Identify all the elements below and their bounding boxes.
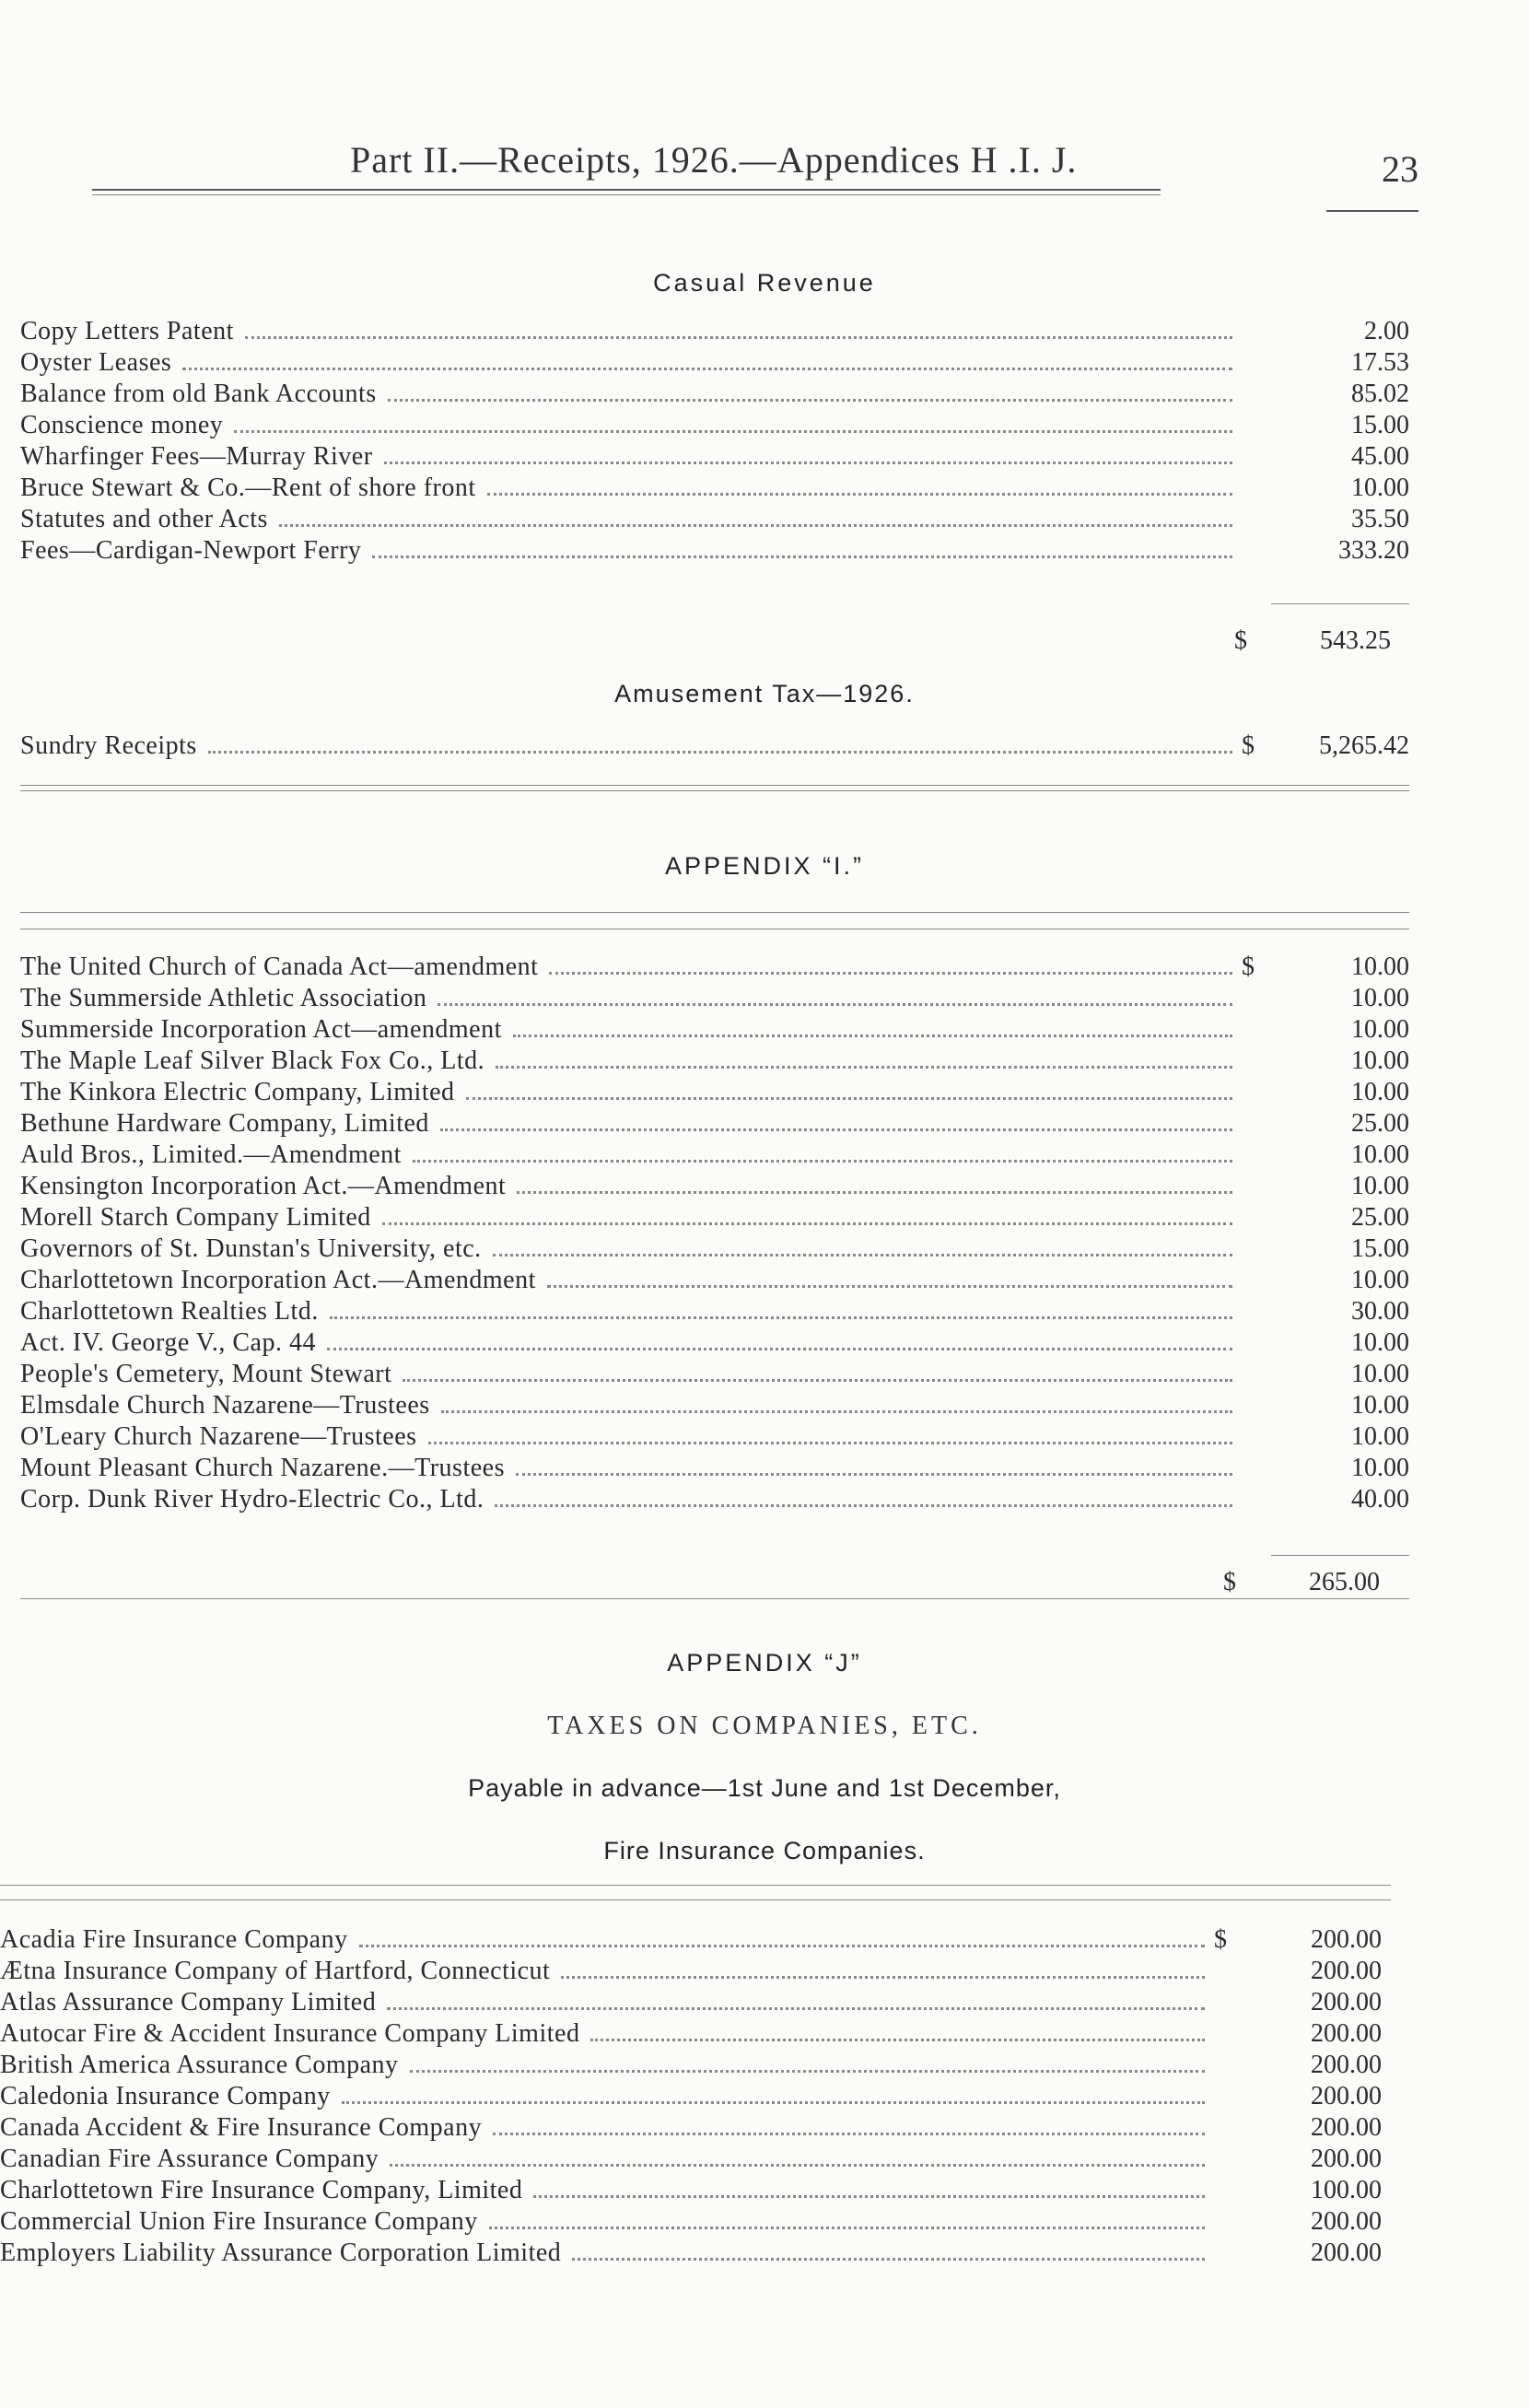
leader-dots [327, 1348, 1232, 1350]
item-label: Charlottetown Realties Ltd. [20, 1297, 319, 1326]
list-item [0, 2143, 1382, 2174]
leader-dots [487, 493, 1232, 496]
item-label: Balance from old Bank Accounts [20, 380, 377, 408]
list-item [20, 409, 1409, 440]
page-number-rule [1326, 210, 1418, 212]
item-label: Summerside Incorporation Act—amendment [20, 1015, 502, 1044]
leader-dots [342, 2101, 1205, 2104]
list-item [20, 1107, 1409, 1139]
casual-revenue-list [20, 315, 1409, 566]
list-item [20, 315, 1409, 346]
item-label: The Summerside Athletic Association [20, 984, 427, 1012]
item-amount: 100.00 [1311, 2176, 1382, 2204]
list-item [20, 1045, 1409, 1076]
appendix-j-heading: APPENDIX “J” [667, 1649, 862, 1677]
leader-dots [495, 1504, 1232, 1507]
item-label: Oyster Leases [20, 348, 172, 377]
list-item [0, 2017, 1382, 2049]
item-amount: 200.00 [1311, 2113, 1382, 2142]
item-amount: 35.50 [1351, 505, 1409, 533]
item-label: The Maple Leaf Silver Black Fox Co., Ltd. [20, 1046, 485, 1075]
item-label: Kensington Incorporation Act.—Amendment [20, 1172, 507, 1200]
amusement-tax-heading: Amusement Tax—1926. [614, 680, 915, 707]
list-item [20, 1201, 1409, 1233]
item-amount: 15.00 [1351, 1234, 1409, 1263]
page-header [92, 138, 1418, 193]
appendix-i-total [1223, 1568, 1380, 1597]
leader-dots [372, 555, 1232, 558]
leader-dots [382, 1222, 1232, 1225]
list-item [0, 2174, 1382, 2205]
item-amount: 10.00 [1351, 984, 1409, 1012]
item-amount: 200.00 [1311, 1957, 1382, 1985]
list-item [20, 472, 1409, 503]
list-item [20, 346, 1409, 378]
item-label: The United Church of Canada Act—amendment [20, 953, 539, 981]
casual-revenue-heading: Casual Revenue [653, 269, 876, 297]
appendix-i-total-symbol: $ [1223, 1568, 1236, 1596]
list-item [20, 1170, 1409, 1201]
item-amount: 17.53 [1351, 348, 1409, 377]
leader-dots [561, 1976, 1205, 1979]
list-item [20, 1295, 1409, 1327]
item-label: Charlottetown Incorporation Act.—Amendment [20, 1266, 536, 1294]
item-amount: 200.00 [1311, 2019, 1382, 2048]
list-item [20, 1389, 1409, 1420]
casual-revenue-sum-rule [1271, 603, 1409, 604]
appendix-j-category: Fire Insurance Companies. [603, 1837, 926, 1864]
leader-dots [403, 1379, 1232, 1382]
amusement-tax-symbol: $ [1242, 731, 1255, 760]
list-item [20, 951, 1409, 982]
appendix-j-payable-note: Payable in advance—1st June and 1st December, [468, 1774, 1061, 1802]
leader-dots [388, 399, 1232, 402]
item-amount: 10.00 [1351, 1422, 1409, 1451]
leader-dots [441, 1410, 1232, 1413]
list-item [20, 1327, 1409, 1358]
amusement-tax-amount: 5,265.42 [1319, 731, 1409, 760]
list-item [20, 378, 1409, 409]
item-amount: 333.20 [1338, 536, 1409, 565]
leader-dots [208, 751, 1232, 754]
leader-dots [413, 1160, 1232, 1163]
leader-dots [549, 972, 1232, 975]
leader-dots [384, 462, 1232, 464]
leader-dots [517, 1191, 1232, 1194]
list-item [0, 2049, 1382, 2080]
item-label: Canadian Fire Assurance Company [0, 2145, 379, 2173]
appendix-j-list [0, 1923, 1382, 2268]
list-item [20, 1483, 1409, 1514]
item-label: Bethune Hardware Company, Limited [20, 1109, 429, 1138]
appendix-i-closing-rule [20, 1598, 1409, 1599]
list-item [0, 1955, 1382, 1986]
appendix-j-subheading: TAXES ON COMPANIES, ETC. [547, 1712, 982, 1740]
item-label: Fees—Cardigan-Newport Ferry [20, 536, 362, 565]
item-label: Mount Pleasant Church Nazarene.—Trustees [20, 1454, 505, 1482]
page-number: 23 [1382, 148, 1418, 190]
leader-dots [390, 2164, 1205, 2167]
item-amount: 10.00 [1351, 1360, 1409, 1388]
item-label: Commercial Union Fire Insurance Company [0, 2207, 478, 2236]
header-rule-secondary [92, 194, 1161, 195]
leader-dots [234, 430, 1232, 433]
item-amount: 10.00 [1351, 1454, 1409, 1482]
appendix-i-total-amount: 265.00 [1309, 1568, 1380, 1596]
casual-revenue-total [1234, 626, 1391, 656]
appendix-i-list [20, 951, 1409, 1514]
item-label: Caledonia Insurance Company [0, 2082, 331, 2110]
item-amount: 200.00 [1311, 2082, 1382, 2110]
list-item [20, 982, 1409, 1013]
item-label: The Kinkora Electric Company, Limited [20, 1078, 455, 1106]
item-amount: 15.00 [1351, 411, 1409, 439]
amusement-tax-list [20, 730, 1409, 761]
item-label: Acadia Fire Insurance Company [0, 1925, 348, 1954]
item-label: Act. IV. George V., Cap. 44 [20, 1328, 316, 1357]
item-amount: 30.00 [1351, 1297, 1409, 1326]
item-amount: 10.00 [1351, 1266, 1409, 1294]
leader-dots [493, 2133, 1205, 2135]
list-item [0, 2205, 1382, 2237]
item-amount: 200.00 [1311, 2239, 1382, 2267]
list-item [0, 1923, 1382, 1955]
leader-dots [516, 1473, 1232, 1476]
amusement-tax-rule [20, 785, 1409, 786]
appendix-i-rule [20, 912, 1409, 913]
list-item [20, 534, 1409, 566]
leader-dots [572, 2258, 1205, 2261]
item-label: Canada Accident & Fire Insurance Company [0, 2113, 483, 2142]
header-rule [92, 189, 1161, 191]
item-amount: 2.00 [1364, 317, 1409, 345]
item-amount: 10.00 [1351, 1140, 1409, 1169]
item-amount: 85.02 [1351, 380, 1409, 408]
list-item [20, 1264, 1409, 1295]
item-amount: 200.00 [1311, 2207, 1382, 2236]
leader-dots [493, 1254, 1232, 1257]
leader-dots [513, 1035, 1232, 1037]
casual-revenue-total-amount: 543.25 [1320, 626, 1391, 655]
list-item [20, 440, 1409, 472]
currency-symbol: $ [1242, 953, 1255, 981]
leader-dots [547, 1285, 1232, 1288]
list-item [20, 503, 1409, 534]
item-amount: 25.00 [1351, 1109, 1409, 1138]
item-amount: 10.00 [1351, 1046, 1409, 1075]
page-title: Part II.—Receipts, 1926.—Appendices H .I. J. [350, 139, 1078, 181]
list-item [20, 1233, 1409, 1264]
leader-dots [590, 2039, 1205, 2041]
item-label: Charlottetown Fire Insurance Company, Limited [0, 2176, 523, 2204]
item-amount: 10.00 [1351, 1391, 1409, 1420]
item-amount: 25.00 [1351, 1203, 1409, 1232]
item-label: Elmsdale Church Nazarene—Trustees [20, 1391, 430, 1420]
list-item [20, 730, 1409, 761]
list-item [20, 1358, 1409, 1389]
item-label: Ætna Insurance Company of Hartford, Connecticut [0, 1957, 551, 1985]
item-amount: 10.00 [1351, 1172, 1409, 1200]
list-item [20, 1013, 1409, 1045]
item-label: Autocar Fire & Accident Insurance Company Limited [0, 2019, 580, 2048]
item-label: Conscience money [20, 411, 224, 439]
leader-dots [438, 1003, 1232, 1006]
item-label: British America Assurance Company [0, 2051, 399, 2079]
casual-revenue-total-symbol: $ [1234, 626, 1247, 655]
item-label: Copy Letters Patent [20, 317, 234, 345]
leader-dots [428, 1442, 1232, 1444]
leader-dots [182, 368, 1232, 370]
item-amount: 10.00 [1351, 953, 1409, 981]
item-amount: 200.00 [1311, 2145, 1382, 2173]
leader-dots [466, 1097, 1232, 1100]
item-label: O'Leary Church Nazarene—Trustees [20, 1422, 417, 1451]
leader-dots [533, 2195, 1205, 2198]
appendix-i-heading: APPENDIX “I.” [664, 852, 865, 880]
leader-dots [279, 524, 1232, 527]
amusement-tax-label: Sundry Receipts [20, 731, 197, 760]
leader-dots [330, 1316, 1232, 1319]
item-label: Auld Bros., Limited.—Amendment [20, 1140, 402, 1169]
item-amount: 40.00 [1351, 1485, 1409, 1514]
appendix-i-sum-rule [1271, 1555, 1409, 1556]
leader-dots [489, 2227, 1205, 2229]
item-label: Bruce Stewart & Co.—Rent of shore front [20, 473, 476, 502]
item-amount: 45.00 [1351, 442, 1409, 471]
item-amount: 10.00 [1351, 473, 1409, 502]
item-amount: 200.00 [1311, 1988, 1382, 2016]
list-item [0, 2237, 1382, 2268]
item-label: People's Cemetery, Mount Stewart [20, 1360, 392, 1388]
item-amount: 10.00 [1351, 1078, 1409, 1106]
currency-symbol: $ [1214, 1925, 1227, 1954]
item-label: Wharfinger Fees—Murray River [20, 442, 373, 471]
item-label: Governors of St. Dunstan's University, etc. [20, 1234, 482, 1263]
amusement-tax-rule-secondary [20, 790, 1409, 791]
leader-dots [440, 1128, 1232, 1131]
item-label: Employers Liability Assurance Corporation Limited [0, 2239, 562, 2267]
list-item [0, 1986, 1382, 2017]
list-item [20, 1076, 1409, 1107]
list-item [0, 2080, 1382, 2111]
list-item [20, 1139, 1409, 1170]
leader-dots [410, 2070, 1205, 2073]
item-amount: 200.00 [1311, 2051, 1382, 2079]
list-item [0, 2111, 1382, 2143]
item-label: Corp. Dunk River Hydro-Electric Co., Ltd. [20, 1485, 484, 1514]
leader-dots [359, 1945, 1205, 1947]
leader-dots [496, 1066, 1232, 1069]
item-label: Statutes and other Acts [20, 505, 268, 533]
item-amount: 10.00 [1351, 1328, 1409, 1357]
leader-dots [387, 2007, 1205, 2010]
item-amount: 10.00 [1351, 1015, 1409, 1044]
item-amount: 200.00 [1311, 1925, 1382, 1954]
list-item [20, 1420, 1409, 1452]
leader-dots [245, 336, 1232, 339]
item-label: Atlas Assurance Company Limited [0, 1988, 377, 2016]
item-label: Morell Starch Company Limited [20, 1203, 371, 1232]
appendix-j-rule [0, 1885, 1391, 1886]
list-item [20, 1452, 1409, 1483]
